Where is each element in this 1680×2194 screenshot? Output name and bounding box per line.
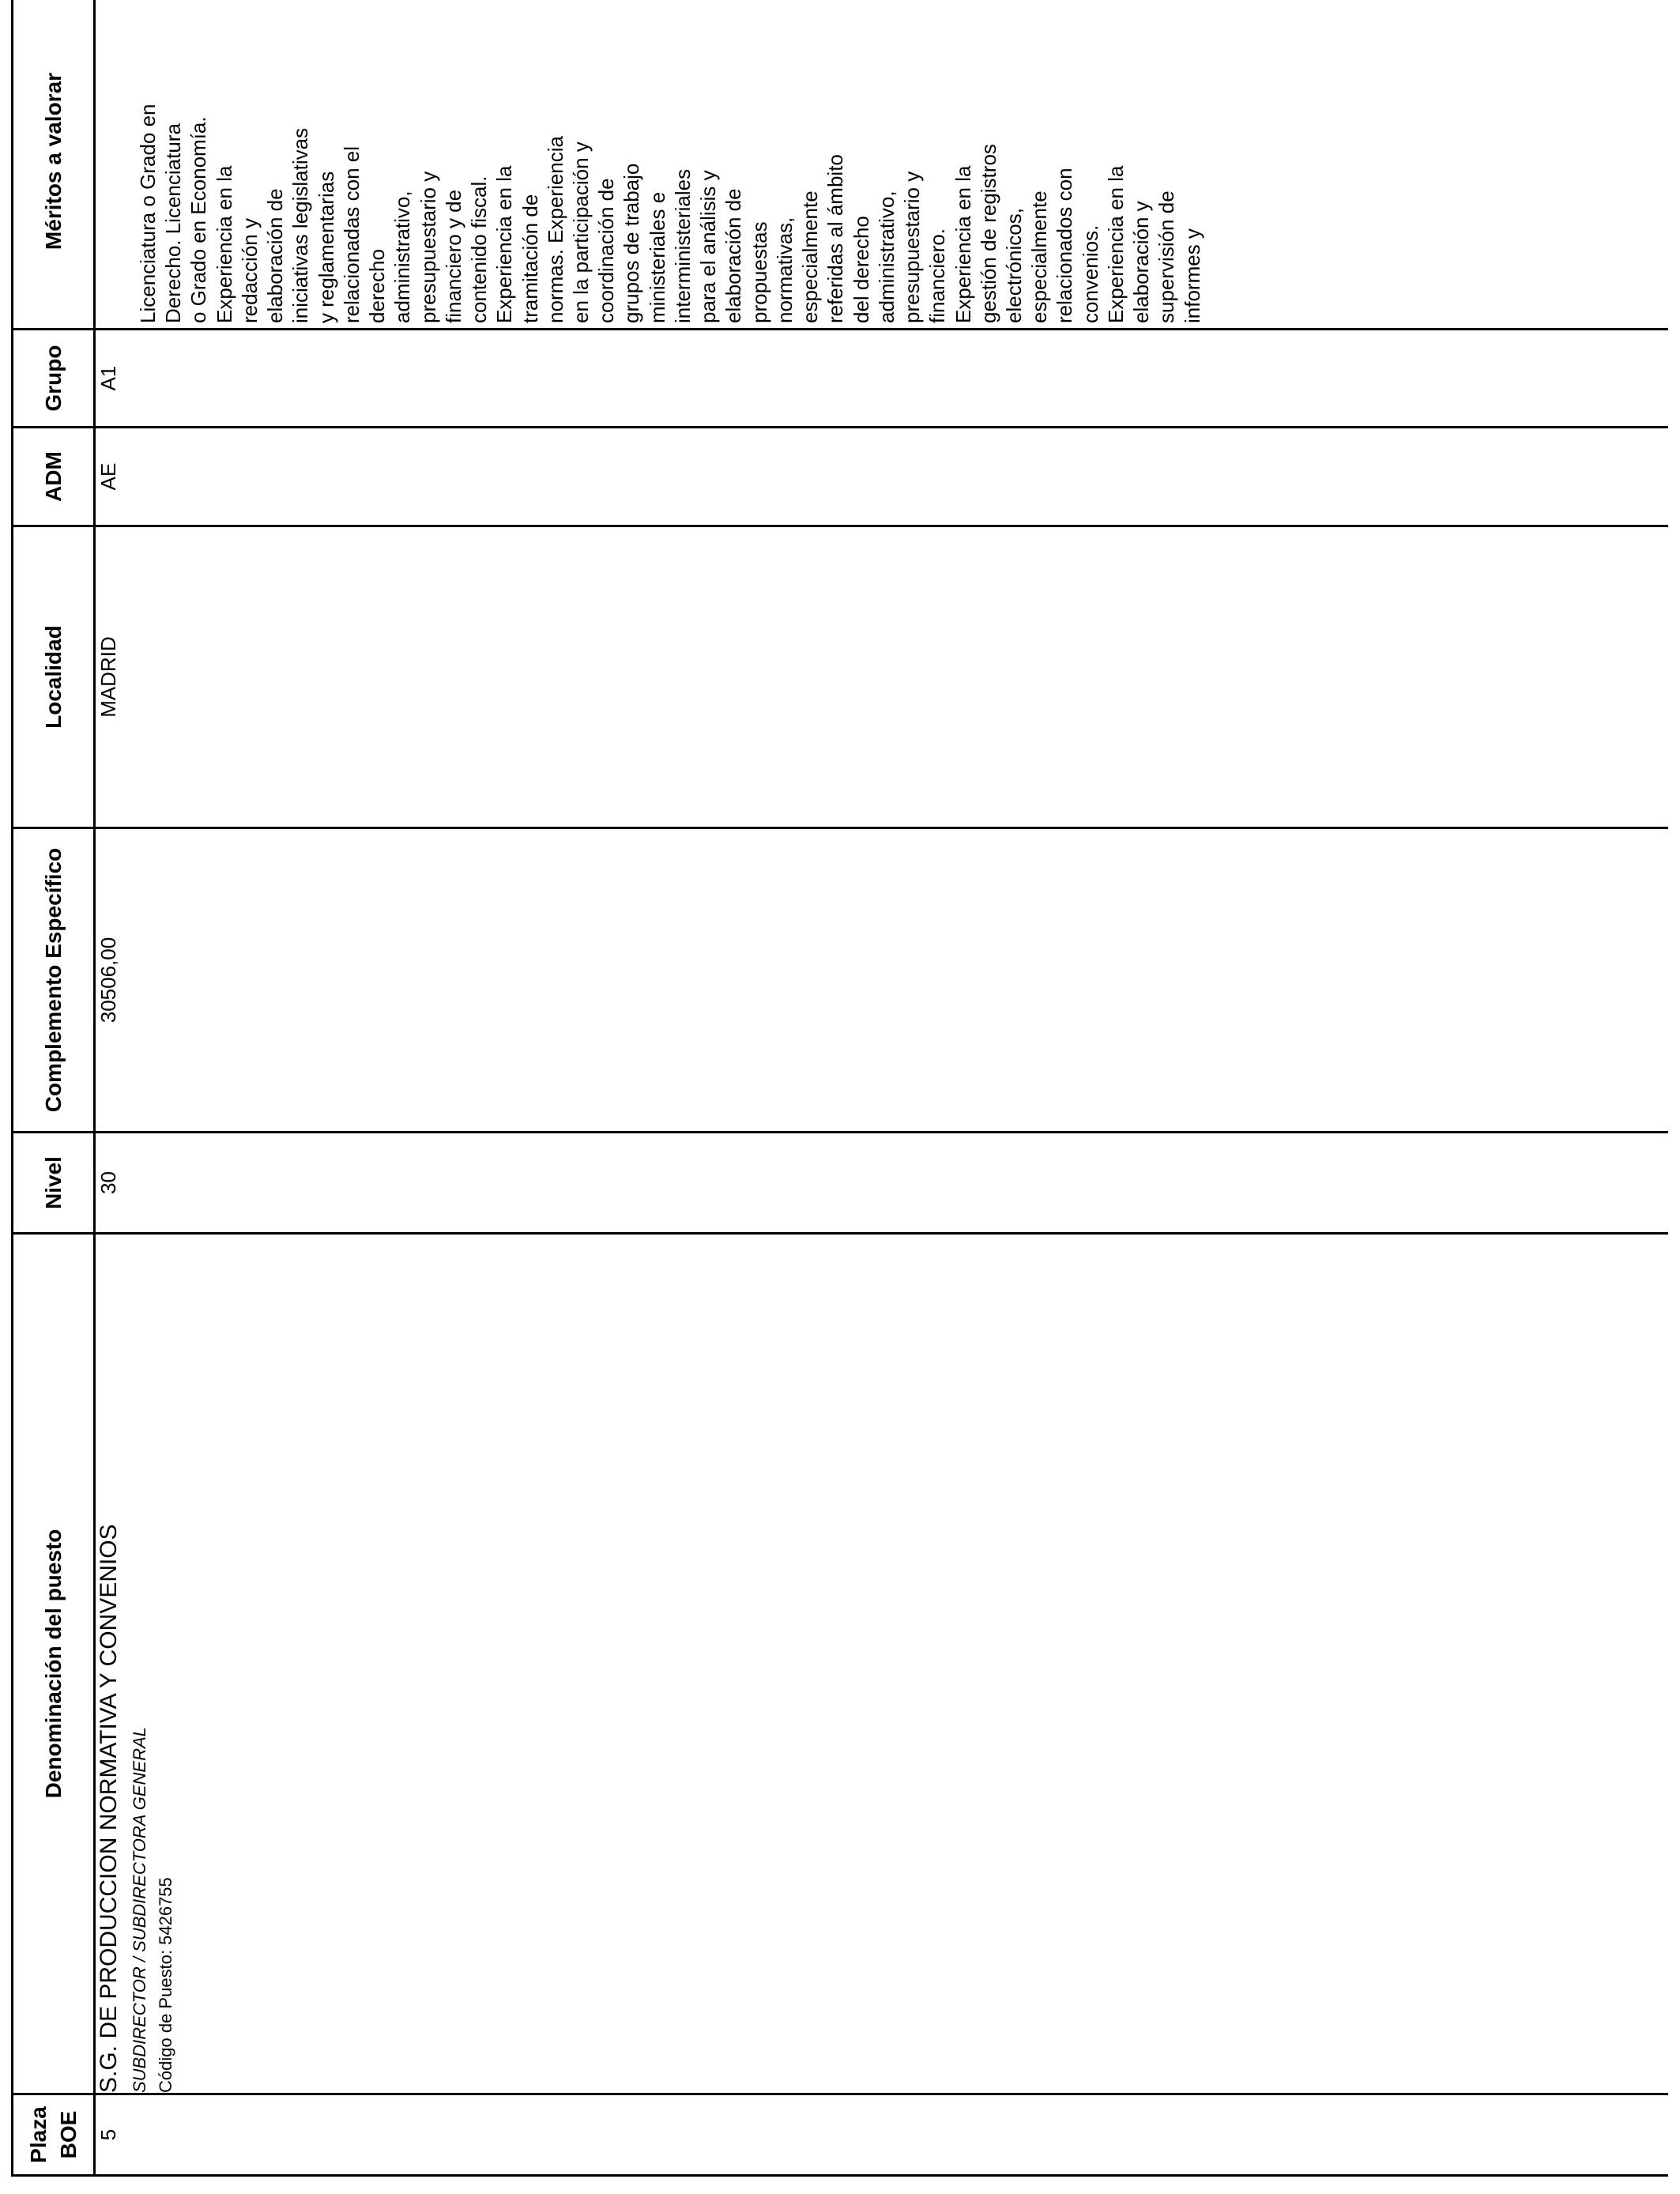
- cell-complemento: [95, 828, 1669, 1133]
- adm-value: AE: [96, 462, 120, 491]
- header-denominacion: Denominación del puesto: [13, 1234, 95, 2094]
- header-meritos: Méritos a valorar: [13, 0, 95, 330]
- cell-adm: [95, 428, 1669, 526]
- meritos-line: normativas,: [772, 217, 797, 323]
- table-row: [95, 0, 1669, 2176]
- meritos-line: interministeriales: [670, 168, 695, 323]
- meritos-line: iniciativas legislativas: [288, 127, 313, 323]
- meritos-line: redacción y: [237, 218, 262, 323]
- meritos-line: para el análisis y: [696, 170, 721, 323]
- meritos-line: tramitación de: [518, 194, 542, 323]
- meritos-line: coordinación de: [594, 178, 619, 323]
- nivel-value: 30: [96, 1171, 120, 1194]
- meritos-line: especialmente: [1027, 190, 1052, 323]
- puesto-name: SUBDIRECTOR / SUBDIRECTORA GENERAL: [129, 1727, 149, 2093]
- meritos-line: electrónicos,: [1001, 208, 1026, 323]
- cell-denominacion: [95, 1234, 1669, 2094]
- meritos-line: financiero y de: [441, 189, 465, 323]
- meritos-line: especialmente: [798, 190, 823, 323]
- meritos-line: y reglamentarias: [314, 171, 338, 323]
- meritos-line: o Grado en Economía.: [186, 116, 211, 323]
- meritos-text: [96, 104, 1205, 328]
- meritos-line: derecho: [365, 249, 390, 323]
- header-grupo: Grupo: [13, 330, 95, 428]
- meritos-line: Experiencia en la: [951, 165, 975, 323]
- header-adm: ADM: [13, 428, 95, 526]
- codigo-puesto: Código de Puesto: 5426755: [155, 1877, 175, 2093]
- header-row: [13, 0, 95, 2176]
- meritos-line: elaboración de: [263, 188, 288, 323]
- meritos-line: relacionados con: [1053, 168, 1077, 323]
- meritos-line: elaboración de: [721, 188, 746, 323]
- cell-meritos: [95, 0, 1669, 330]
- meritos-line: relacionadas con el: [339, 145, 363, 323]
- complemento-value: 30506,00: [96, 937, 120, 1023]
- meritos-line: administrativo,: [390, 190, 415, 323]
- meritos-line: administrativo,: [874, 190, 898, 323]
- header-plaza-boe: Plaza BOE: [13, 2094, 95, 2176]
- meritos-line: presupuestario y: [900, 171, 925, 323]
- meritos-line: propuestas: [747, 221, 771, 323]
- meritos-line: ministeriales e: [645, 191, 669, 323]
- plaza-boe-value: 5: [96, 2128, 120, 2141]
- meritos-line: presupuestario y: [416, 171, 440, 323]
- plazas-table: [11, 0, 1668, 2177]
- cell-nivel: [95, 1133, 1669, 1234]
- unidad-name: S.G. DE PRODUCCION NORMATIVA Y CONVENIOS: [96, 1524, 122, 2093]
- meritos-line: en la participación y: [568, 141, 593, 323]
- meritos-line: Experiencia en la: [1103, 165, 1128, 323]
- cell-plaza-boe: [95, 2094, 1669, 2176]
- meritos-line: elaboración y: [1129, 201, 1154, 323]
- meritos-line: contenido fiscal.: [467, 175, 492, 323]
- localidad-value: MADRID: [96, 636, 120, 718]
- meritos-line: Experiencia en la: [492, 165, 517, 323]
- cell-grupo: [95, 330, 1669, 428]
- header-nivel: Nivel: [13, 1133, 95, 1234]
- meritos-line: referidas al ámbito: [823, 154, 848, 323]
- meritos-line: gestión de registros: [976, 144, 1000, 323]
- meritos-line: grupos de trabajo: [620, 163, 644, 323]
- meritos-line: convenios.: [1078, 224, 1102, 323]
- cell-localidad: [95, 526, 1669, 828]
- meritos-line: normas. Experiencia: [543, 136, 567, 323]
- meritos-line: supervisión de: [1155, 190, 1179, 323]
- meritos-line: Derecho. Licenciatura: [161, 123, 186, 323]
- header-complemento: Complemento Específico: [13, 828, 95, 1133]
- header-localidad: Localidad: [13, 526, 95, 828]
- meritos-line: informes y: [1180, 228, 1204, 323]
- meritos-line: financiero.: [925, 228, 950, 323]
- meritos-line: del derecho: [849, 216, 873, 323]
- grupo-value: A1: [96, 365, 120, 391]
- meritos-line: Experiencia en la: [212, 165, 236, 323]
- meritos-line: Licenciatura o Grado en: [136, 104, 160, 323]
